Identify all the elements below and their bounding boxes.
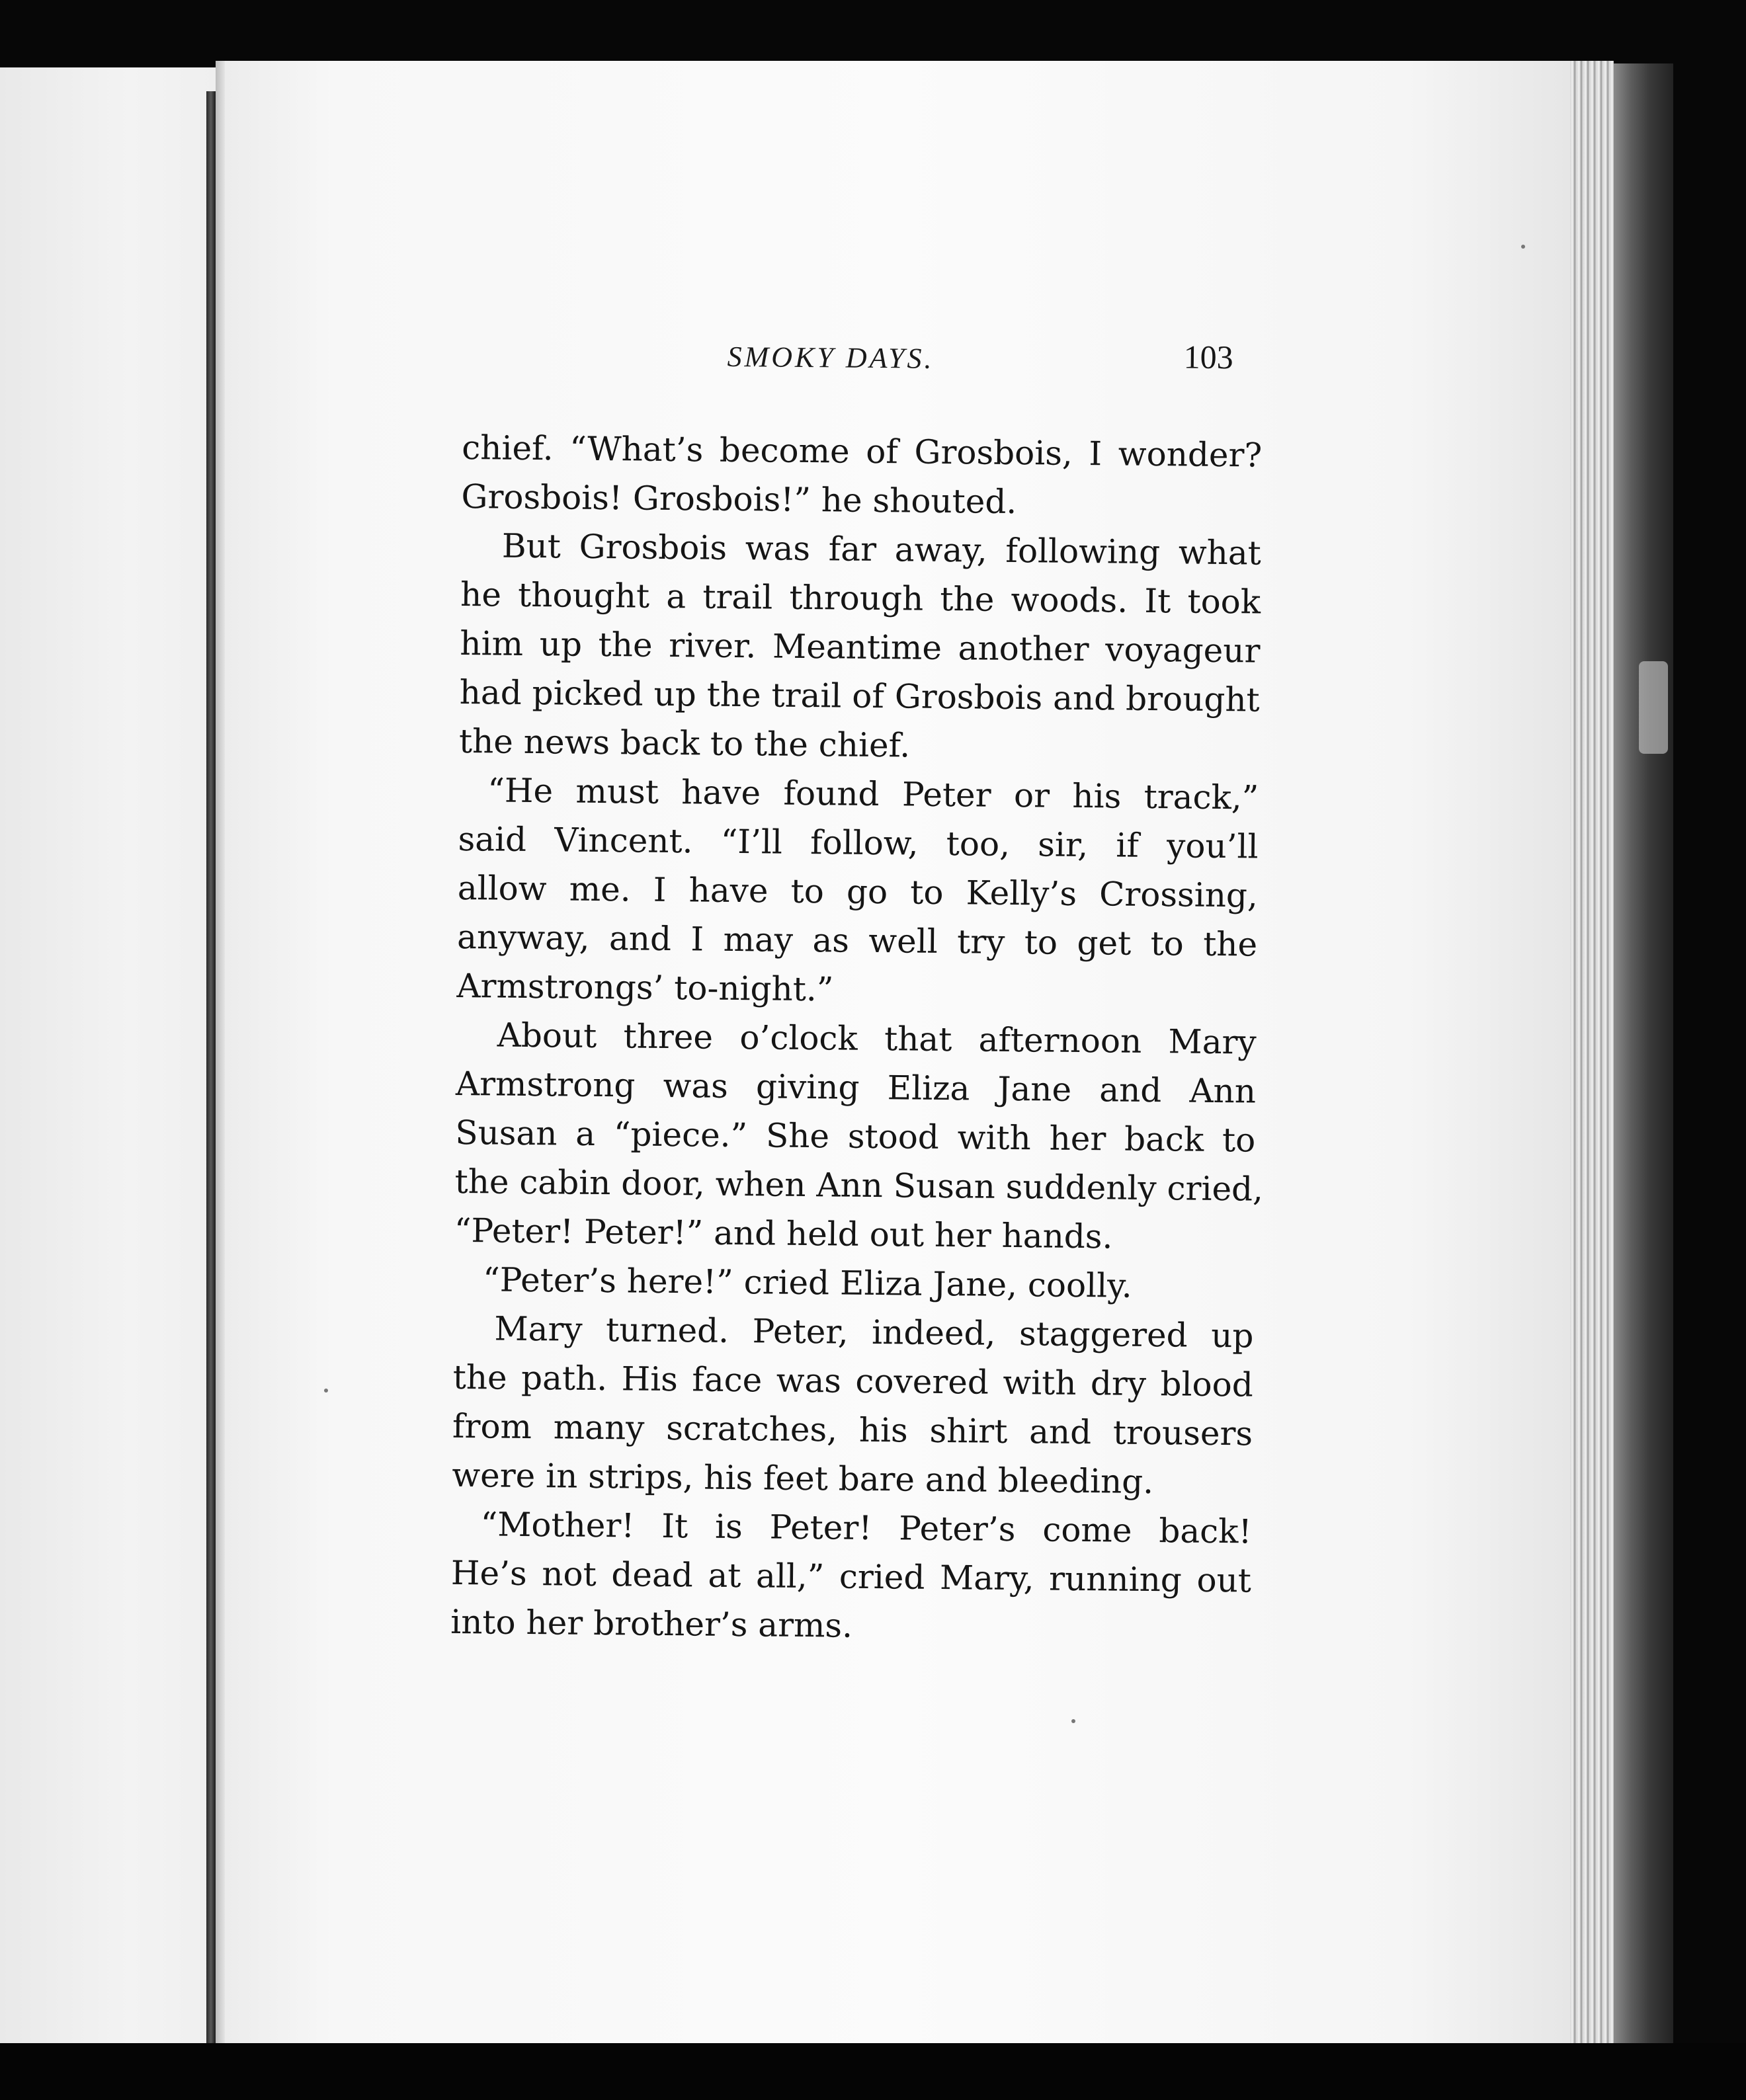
text-line: “Peter’s here!” cried Eliza Jane, coolly. xyxy=(482,1260,1132,1305)
dust-speck xyxy=(1521,245,1525,249)
text-line: About three o’clock that afternoon Mary xyxy=(497,1016,1257,1062)
page-number: 103 xyxy=(1183,338,1233,376)
dust-speck xyxy=(1071,1719,1075,1723)
dust-speck xyxy=(324,1389,328,1393)
left-page-edge-rule xyxy=(206,91,216,2048)
text-line: Mary turned. Peter, indeed, staggered up xyxy=(494,1309,1254,1355)
text-line: he thought a trail through the woods. It took xyxy=(460,575,1261,622)
text-line: Grosbois! Grosbois!” he shouted. xyxy=(461,477,1017,522)
text-line: had picked up the trail of Grosbois and brought xyxy=(459,672,1260,719)
text-line: the path. His face was covered with dry blood xyxy=(452,1357,1254,1404)
text-line: the cabin door, when Ann Susan suddenly cried, xyxy=(454,1162,1264,1209)
text-line: the news back to the chief. xyxy=(458,721,911,765)
text-line: “He must have found Peter or his track,” xyxy=(487,771,1259,817)
binding-wear-mark xyxy=(1639,661,1668,754)
text-line: Armstrongs’ to-night.” xyxy=(456,966,834,1009)
text-block xyxy=(450,331,1263,1654)
text-line: from many scratches, his shirt and trousers xyxy=(452,1406,1253,1453)
running-head-title: SMOKY DAYS. xyxy=(727,340,935,375)
text-line: chief. “What’s become of Grosbois, I wonder? xyxy=(462,428,1263,475)
text-line: Susan a “piece.” She stood with her back to xyxy=(455,1113,1256,1160)
text-line: He’s not dead at all,” cried Mary, running out xyxy=(450,1553,1252,1600)
book-binding xyxy=(1614,63,1673,2047)
text-line: Armstrong was giving Eliza Jane and Ann xyxy=(455,1064,1257,1111)
bottom-shadow xyxy=(0,2043,1746,2100)
book-gutter xyxy=(216,61,225,2051)
text-line: anyway, and I may as well try to get to the xyxy=(456,917,1258,964)
text-line: him up the river. Meantime another voyageur xyxy=(460,624,1261,670)
text-line: But Grosbois was far away, following what xyxy=(501,526,1262,573)
running-head xyxy=(462,331,1263,398)
text-line: allow me. I have to go to Kelly’s Crossing, xyxy=(457,868,1259,915)
body-text xyxy=(450,423,1263,1654)
text-line: said Vincent. “I’ll follow, too, sir, if you’ll xyxy=(458,819,1259,866)
text-line: “Peter! Peter!” and held out her hands. xyxy=(454,1211,1113,1256)
text-line: “Mother! It is Peter! Peter’s come back! xyxy=(480,1505,1252,1551)
page-edges xyxy=(1570,61,1614,2050)
left-page xyxy=(0,67,216,2048)
text-line: into her brother’s arms. xyxy=(450,1602,853,1645)
text-line: were in strips, his feet bare and bleeding. xyxy=(452,1455,1154,1502)
